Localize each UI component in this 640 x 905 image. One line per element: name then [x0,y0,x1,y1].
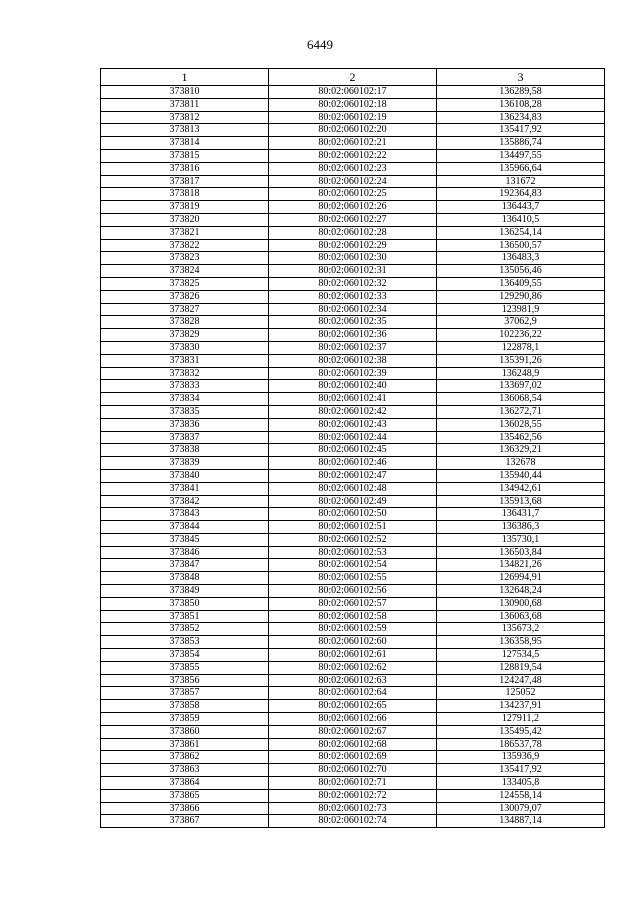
table-row [101,559,605,572]
row-number-cell: 373814 [101,137,269,150]
row-number-cell: 373832 [101,367,269,380]
value-cell: 136028,55 [437,418,605,431]
table-row [101,175,605,188]
row-number-cell: 373831 [101,354,269,367]
value-cell: 126994,91 [437,572,605,585]
table-row [101,431,605,444]
table-row [101,188,605,201]
cadastral-number-cell: 80:02:060102:34 [269,303,437,316]
row-number-cell: 373825 [101,277,269,290]
value-cell: 131672 [437,175,605,188]
row-number-cell: 373812 [101,111,269,124]
table-row [101,405,605,418]
row-number-cell: 373818 [101,188,269,201]
table-row [101,764,605,777]
row-number-cell: 373820 [101,213,269,226]
table-row [101,457,605,470]
table-row [101,585,605,598]
row-number-cell: 373846 [101,546,269,559]
table-row [101,303,605,316]
cadastral-number-cell: 80:02:060102:29 [269,239,437,252]
value-cell: 134887,14 [437,815,605,828]
table-row [101,213,605,226]
table-row [101,572,605,585]
table-row [101,610,605,623]
row-number-cell: 373834 [101,393,269,406]
value-cell: 136500,57 [437,239,605,252]
cadastral-number-cell: 80:02:060102:43 [269,418,437,431]
cadastral-number-cell: 80:02:060102:56 [269,585,437,598]
table-row [101,738,605,751]
row-number-cell: 373866 [101,802,269,815]
table-row [101,226,605,239]
row-number-cell: 373859 [101,713,269,726]
header-row [101,69,605,86]
table-row [101,533,605,546]
table-row [101,751,605,764]
table-row [101,597,605,610]
row-number-cell: 373835 [101,405,269,418]
cadastral-number-cell: 80:02:060102:52 [269,533,437,546]
table-row [101,239,605,252]
cadastral-number-cell: 80:02:060102:39 [269,367,437,380]
cadastral-number-cell: 80:02:060102:73 [269,802,437,815]
value-cell: 134821,26 [437,559,605,572]
value-cell: 133697,02 [437,380,605,393]
table-row [101,482,605,495]
row-number-cell: 373864 [101,777,269,790]
table-row [101,277,605,290]
cadastral-number-cell: 80:02:060102:57 [269,597,437,610]
cadastral-number-cell: 80:02:060102:66 [269,713,437,726]
table-row [101,393,605,406]
table-row [101,341,605,354]
row-number-cell: 373856 [101,674,269,687]
value-cell: 135056,46 [437,265,605,278]
table-row [101,789,605,802]
cadastral-number-cell: 80:02:060102:58 [269,610,437,623]
cadastral-number-cell: 80:02:060102:48 [269,482,437,495]
value-cell: 136358,95 [437,636,605,649]
row-number-cell: 373855 [101,661,269,674]
cadastral-number-cell: 80:02:060102:28 [269,226,437,239]
row-number-cell: 373845 [101,533,269,546]
row-number-cell: 373826 [101,290,269,303]
row-number-cell: 373867 [101,815,269,828]
cadastral-number-cell: 80:02:060102:53 [269,546,437,559]
row-number-cell: 373836 [101,418,269,431]
cadastral-number-cell: 80:02:060102:60 [269,636,437,649]
row-number-cell: 373849 [101,585,269,598]
table-row [101,252,605,265]
cadastral-number-cell: 80:02:060102:64 [269,687,437,700]
cadastral-number-cell: 80:02:060102:46 [269,457,437,470]
table-row [101,674,605,687]
value-cell: 136063,68 [437,610,605,623]
cadastral-number-cell: 80:02:060102:27 [269,213,437,226]
row-number-cell: 373811 [101,98,269,111]
value-cell: 136272,71 [437,405,605,418]
cadastral-number-cell: 80:02:060102:22 [269,149,437,162]
value-cell: 136483,3 [437,252,605,265]
table-row [101,444,605,457]
row-number-cell: 373865 [101,789,269,802]
cadastral-number-cell: 80:02:060102:45 [269,444,437,457]
value-cell: 136386,3 [437,521,605,534]
table-row [101,124,605,137]
table-header [101,69,605,86]
column-header-1: 1 [101,69,269,86]
cadastral-number-cell: 80:02:060102:36 [269,329,437,342]
cadastral-number-cell: 80:02:060102:17 [269,86,437,99]
cadastral-number-cell: 80:02:060102:55 [269,572,437,585]
value-cell: 128819,54 [437,661,605,674]
value-cell: 135940,44 [437,469,605,482]
row-number-cell: 373840 [101,469,269,482]
table-row [101,265,605,278]
value-cell: 127911,2 [437,713,605,726]
table-row [101,713,605,726]
table-row [101,546,605,559]
value-cell: 135913,68 [437,495,605,508]
value-cell: 136409,55 [437,277,605,290]
value-cell: 132678 [437,457,605,470]
table-row [101,623,605,636]
value-cell: 186537,78 [437,738,605,751]
cadastral-number-cell: 80:02:060102:63 [269,674,437,687]
row-number-cell: 373850 [101,597,269,610]
row-number-cell: 373827 [101,303,269,316]
cadastral-number-cell: 80:02:060102:20 [269,124,437,137]
value-cell: 136254,14 [437,226,605,239]
value-cell: 192364,83 [437,188,605,201]
cadastral-number-cell: 80:02:060102:47 [269,469,437,482]
cadastral-number-cell: 80:02:060102:41 [269,393,437,406]
row-number-cell: 373860 [101,725,269,738]
cadastral-number-cell: 80:02:060102:19 [269,111,437,124]
page-number: 6449 [307,37,333,52]
value-cell: 130079,07 [437,802,605,815]
value-cell: 129290,86 [437,290,605,303]
cadastral-number-cell: 80:02:060102:21 [269,137,437,150]
row-number-cell: 373819 [101,201,269,214]
cadastral-number-cell: 80:02:060102:59 [269,623,437,636]
value-cell: 136410,5 [437,213,605,226]
value-cell: 136248,9 [437,367,605,380]
value-cell: 127534,5 [437,649,605,662]
table-row [101,418,605,431]
row-number-cell: 373824 [101,265,269,278]
row-number-cell: 373815 [101,149,269,162]
table-row [101,661,605,674]
row-number-cell: 373823 [101,252,269,265]
cadastral-number-cell: 80:02:060102:61 [269,649,437,662]
value-cell: 135730,1 [437,533,605,546]
table-row [101,700,605,713]
table-row [101,802,605,815]
cadastral-number-cell: 80:02:060102:38 [269,354,437,367]
row-number-cell: 373828 [101,316,269,329]
row-number-cell: 373861 [101,738,269,751]
table-row [101,329,605,342]
cadastral-number-cell: 80:02:060102:18 [269,98,437,111]
row-number-cell: 373844 [101,521,269,534]
value-cell: 136443,7 [437,201,605,214]
value-cell: 135417,92 [437,764,605,777]
row-number-cell: 373857 [101,687,269,700]
table-row [101,521,605,534]
row-number-cell: 373833 [101,380,269,393]
value-cell: 135495,42 [437,725,605,738]
value-cell: 102236,22 [437,329,605,342]
value-cell: 134237,91 [437,700,605,713]
cadastral-number-cell: 80:02:060102:49 [269,495,437,508]
cadastral-number-cell: 80:02:060102:31 [269,265,437,278]
cadastral-number-cell: 80:02:060102:65 [269,700,437,713]
cadastral-number-cell: 80:02:060102:54 [269,559,437,572]
value-cell: 135936,9 [437,751,605,764]
value-cell: 135966,64 [437,162,605,175]
row-number-cell: 373862 [101,751,269,764]
column-header-3: 3 [437,69,605,86]
cadastral-number-cell: 80:02:060102:25 [269,188,437,201]
value-cell: 135417,92 [437,124,605,137]
value-cell: 136503,84 [437,546,605,559]
table-row [101,111,605,124]
table-row [101,725,605,738]
row-number-cell: 373810 [101,86,269,99]
row-number-cell: 373822 [101,239,269,252]
table-row [101,98,605,111]
value-cell: 125052 [437,687,605,700]
value-cell: 134497,55 [437,149,605,162]
row-number-cell: 373813 [101,124,269,137]
row-number-cell: 373837 [101,431,269,444]
value-cell: 37062,9 [437,316,605,329]
cadastral-number-cell: 80:02:060102:37 [269,341,437,354]
row-number-cell: 373848 [101,572,269,585]
cadastral-number-cell: 80:02:060102:26 [269,201,437,214]
row-number-cell: 373843 [101,508,269,521]
table-row [101,149,605,162]
table-row [101,815,605,828]
table-row [101,290,605,303]
value-cell: 130900,68 [437,597,605,610]
row-number-cell: 373830 [101,341,269,354]
value-cell: 135462,56 [437,431,605,444]
cadastral-number-cell: 80:02:060102:51 [269,521,437,534]
table-row [101,495,605,508]
cadastral-number-cell: 80:02:060102:70 [269,764,437,777]
row-number-cell: 373821 [101,226,269,239]
row-number-cell: 373854 [101,649,269,662]
table-row [101,162,605,175]
column-header-2: 2 [269,69,437,86]
table-row [101,354,605,367]
value-cell: 136431,7 [437,508,605,521]
value-cell: 124558,14 [437,789,605,802]
table-body [101,86,605,828]
cadastral-number-cell: 80:02:060102:23 [269,162,437,175]
value-cell: 136234,83 [437,111,605,124]
row-number-cell: 373838 [101,444,269,457]
value-cell: 136108,28 [437,98,605,111]
cadastral-number-cell: 80:02:060102:40 [269,380,437,393]
row-number-cell: 373852 [101,623,269,636]
value-cell: 122878,1 [437,341,605,354]
row-number-cell: 373863 [101,764,269,777]
value-cell: 132648,24 [437,585,605,598]
row-number-cell: 373829 [101,329,269,342]
cadastral-number-cell: 80:02:060102:30 [269,252,437,265]
value-cell: 133405,8 [437,777,605,790]
table-row [101,777,605,790]
value-cell: 124247,48 [437,674,605,687]
cadastral-number-cell: 80:02:060102:50 [269,508,437,521]
row-number-cell: 373853 [101,636,269,649]
value-cell: 134942,61 [437,482,605,495]
row-number-cell: 373841 [101,482,269,495]
row-number-cell: 373816 [101,162,269,175]
cadastral-number-cell: 80:02:060102:42 [269,405,437,418]
cadastral-number-cell: 80:02:060102:44 [269,431,437,444]
row-number-cell: 373842 [101,495,269,508]
row-number-cell: 373839 [101,457,269,470]
cadastral-number-cell: 80:02:060102:68 [269,738,437,751]
table-row [101,636,605,649]
value-cell: 123981,9 [437,303,605,316]
cadastral-number-cell: 80:02:060102:62 [269,661,437,674]
row-number-cell: 373847 [101,559,269,572]
cadastral-number-cell: 80:02:060102:24 [269,175,437,188]
row-number-cell: 373858 [101,700,269,713]
table-row [101,316,605,329]
value-cell: 136329,21 [437,444,605,457]
cadastral-number-cell: 80:02:060102:67 [269,725,437,738]
table-row [101,649,605,662]
table-row [101,508,605,521]
value-cell: 135886,74 [437,137,605,150]
cadastral-number-cell: 80:02:060102:74 [269,815,437,828]
table-row [101,201,605,214]
table-row [101,86,605,99]
cadastral-number-cell: 80:02:060102:35 [269,316,437,329]
value-cell: 135673,2 [437,623,605,636]
table-row [101,367,605,380]
table-row [101,380,605,393]
row-number-cell: 373817 [101,175,269,188]
table-row [101,137,605,150]
cadastral-number-cell: 80:02:060102:72 [269,789,437,802]
value-cell: 136068,54 [437,393,605,406]
cadastral-number-cell: 80:02:060102:69 [269,751,437,764]
table-row [101,687,605,700]
cadastral-number-cell: 80:02:060102:33 [269,290,437,303]
value-cell: 136289,58 [437,86,605,99]
data-table [100,68,605,828]
row-number-cell: 373851 [101,610,269,623]
cadastral-number-cell: 80:02:060102:71 [269,777,437,790]
value-cell: 135391,26 [437,354,605,367]
table-row [101,469,605,482]
cadastral-number-cell: 80:02:060102:32 [269,277,437,290]
